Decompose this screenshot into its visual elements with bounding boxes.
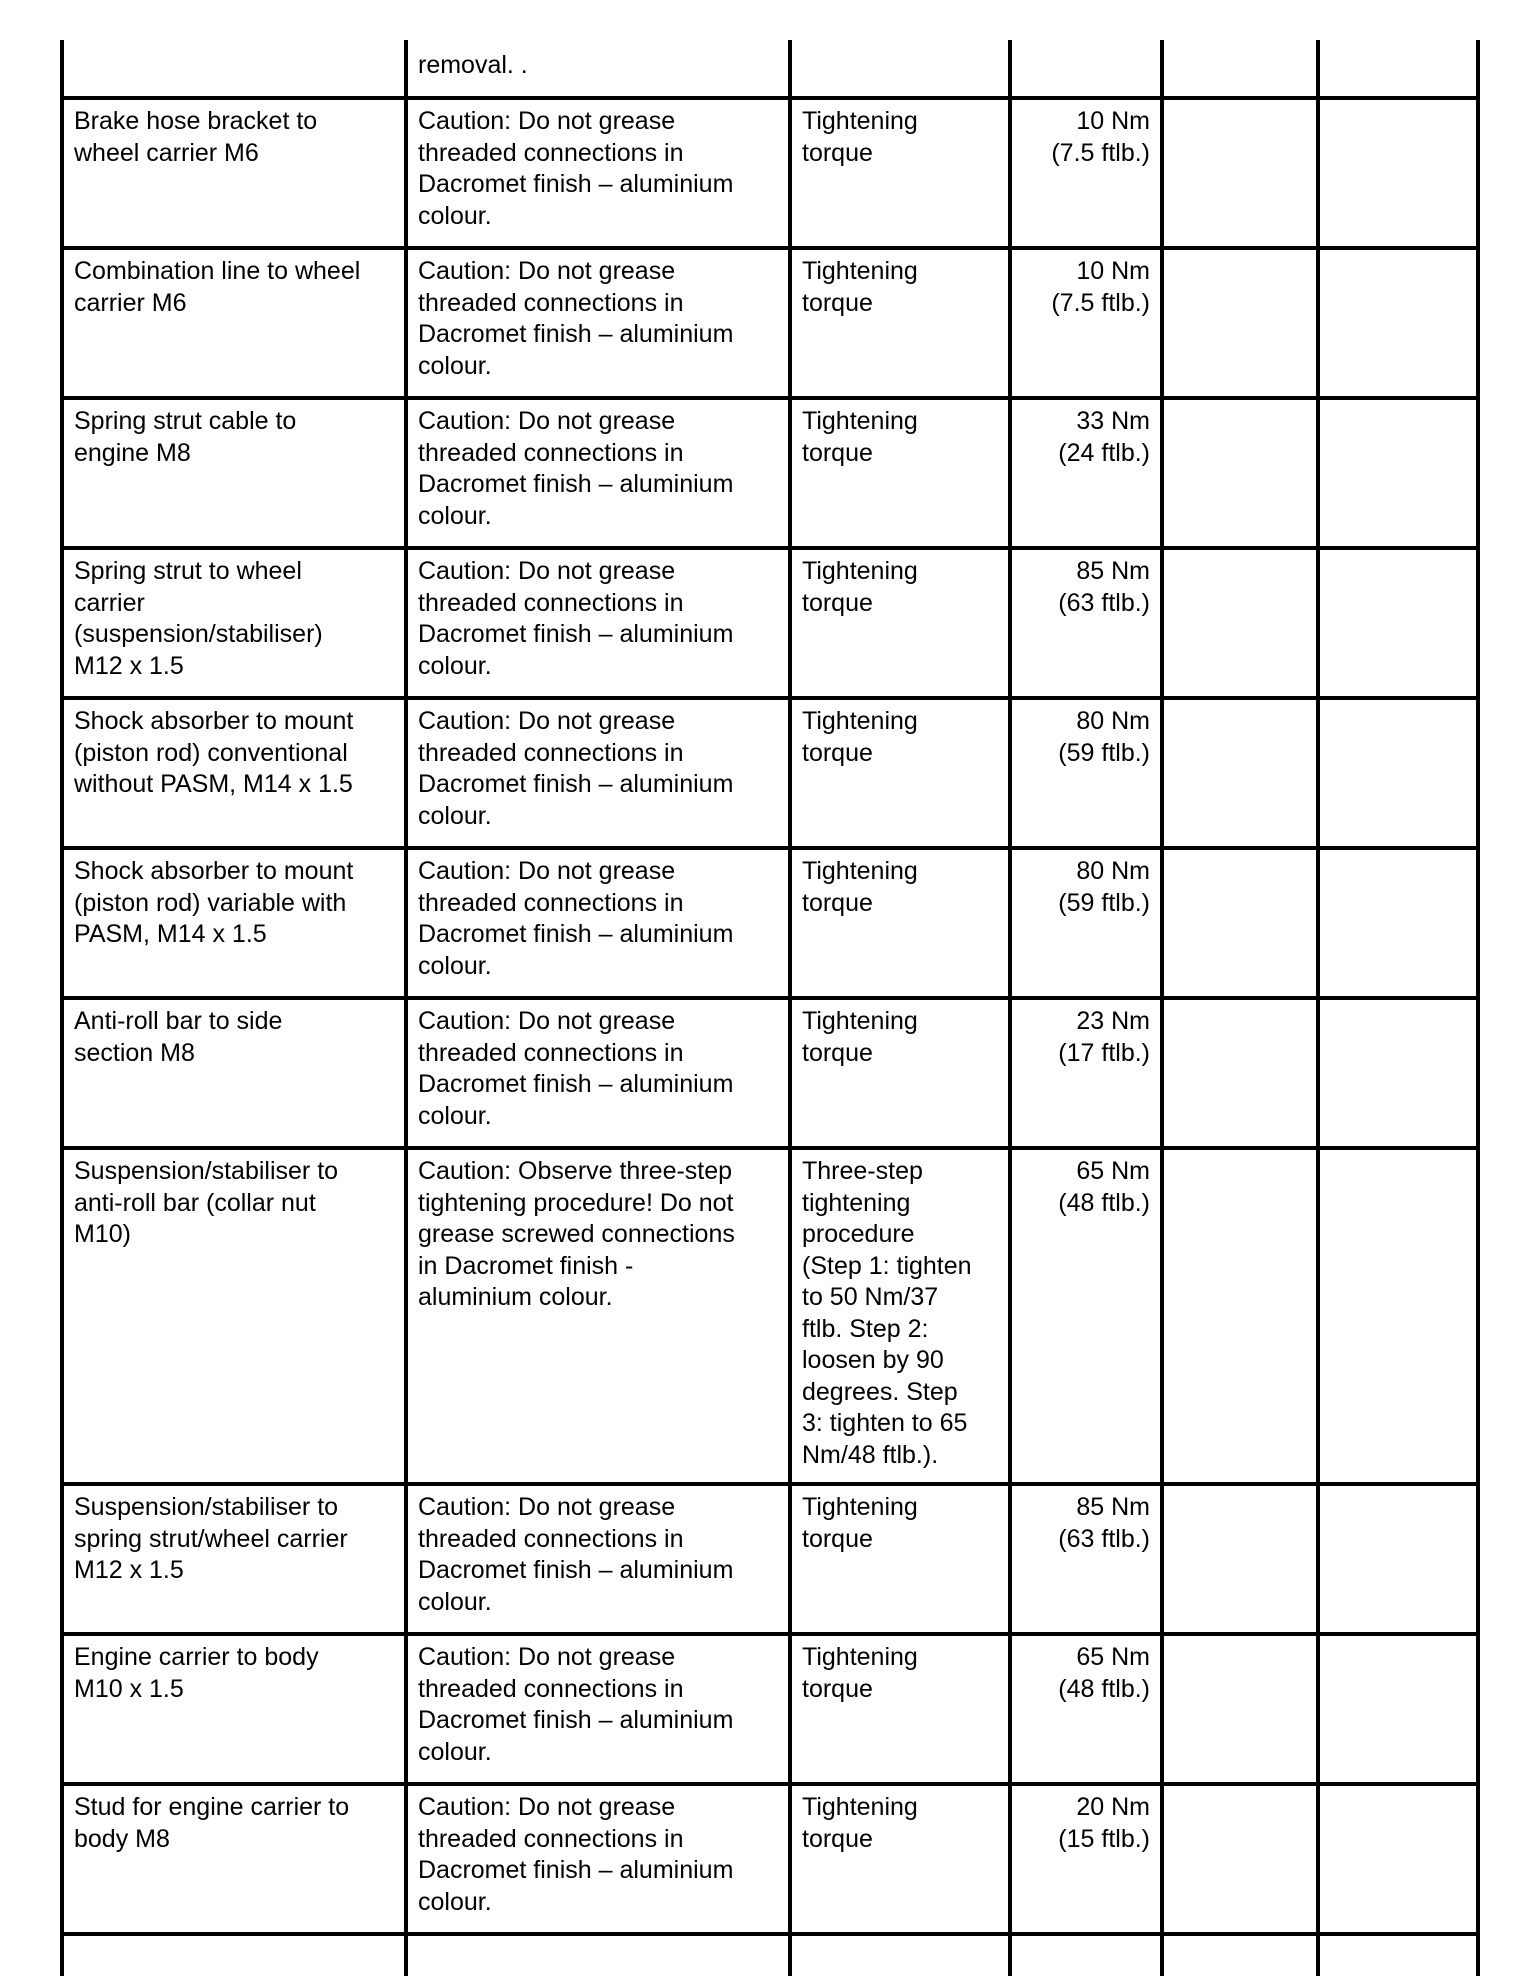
component-cell — [62, 1634, 406, 1784]
note-line: Dacromet finish – aluminium — [418, 1556, 734, 1584]
component-cell — [62, 98, 406, 248]
component-line: (piston rod) variable with — [74, 888, 347, 917]
empty-cell — [1318, 1634, 1478, 1784]
empty-cell — [406, 1934, 790, 1976]
component-cell — [62, 248, 406, 398]
method-line: tightening — [802, 1188, 911, 1217]
empty-cell — [1318, 548, 1478, 698]
component-cell — [62, 998, 406, 1148]
method-cell — [790, 1784, 1010, 1934]
note-line: Caution: Do not grease — [418, 857, 676, 885]
note-line: Dacromet finish – aluminium — [418, 620, 734, 648]
component-cell — [62, 548, 406, 698]
empty-cell — [1318, 1784, 1478, 1934]
component-line: PASM, M14 x 1.5 — [74, 920, 267, 948]
note-cell — [406, 698, 790, 848]
empty-cell — [1162, 698, 1318, 848]
component-line: engine M8 — [74, 438, 191, 467]
method-line: 3: tighten to 65 — [802, 1409, 968, 1437]
note-line: Caution: Observe three-step — [418, 1157, 733, 1185]
value-line: (48 ftlb.) — [1058, 1674, 1150, 1703]
note-line: tightening procedure! Do not — [418, 1188, 734, 1217]
value-cell — [1010, 998, 1162, 1148]
table-row — [62, 98, 1478, 248]
note-line: threaded connections in — [418, 1524, 684, 1553]
value-line: 33 Nm — [1076, 407, 1150, 435]
empty-cell — [790, 1934, 1010, 1976]
empty-cell — [1162, 1784, 1318, 1934]
component-line: Suspension/stabiliser to — [74, 1493, 339, 1521]
note-line: Dacromet finish – aluminium — [418, 920, 734, 948]
component-line: (suspension/stabiliser) — [74, 620, 323, 648]
note-line: removal. . — [418, 51, 528, 79]
component-cell — [62, 1148, 406, 1484]
method-cell — [790, 98, 1010, 248]
component-line: section M8 — [74, 1038, 195, 1067]
empty-cell — [1162, 1934, 1318, 1976]
note-line: Dacromet finish – aluminium — [418, 1856, 734, 1884]
note-line: Caution: Do not grease — [418, 1007, 676, 1035]
continuation-row — [62, 1934, 1478, 1976]
method-cell — [790, 248, 1010, 398]
note-line: threaded connections in — [418, 1674, 684, 1703]
table-row — [62, 1484, 1478, 1634]
note-line: Dacromet finish – aluminium — [418, 1706, 734, 1734]
value-line: (7.5 ftlb.) — [1051, 138, 1150, 167]
empty-cell — [1162, 1148, 1318, 1484]
note-cell — [406, 40, 790, 98]
method-cell — [790, 1634, 1010, 1784]
component-cell — [62, 40, 406, 98]
value-cell — [1010, 1634, 1162, 1784]
component-line: body M8 — [74, 1824, 170, 1853]
component-line: Engine carrier to body — [74, 1643, 319, 1671]
value-line: 23 Nm — [1076, 1007, 1150, 1035]
note-line: colour. — [418, 801, 492, 830]
value-line: 65 Nm — [1076, 1157, 1150, 1185]
method-line: degrees. Step — [802, 1377, 958, 1406]
note-line: Dacromet finish – aluminium — [418, 320, 734, 348]
empty-cell — [1010, 1934, 1162, 1976]
value-line: 85 Nm — [1076, 557, 1150, 585]
value-line: 80 Nm — [1076, 857, 1150, 885]
component-line: Combination line to wheel — [74, 257, 361, 285]
value-line: 85 Nm — [1076, 1493, 1150, 1521]
method-line: to 50 Nm/37 — [802, 1283, 939, 1311]
note-line: Caution: Do not grease — [418, 257, 676, 285]
table-row — [62, 1148, 1478, 1484]
method-line: Tightening — [802, 1493, 918, 1521]
method-cell — [790, 848, 1010, 998]
note-line: Caution: Do not grease — [418, 1493, 676, 1521]
component-line: Shock absorber to mount — [74, 857, 354, 885]
method-line: Tightening — [802, 107, 918, 135]
value-cell — [1010, 98, 1162, 248]
method-cell — [790, 398, 1010, 548]
method-line: torque — [802, 138, 873, 167]
method-line: procedure — [802, 1220, 915, 1248]
table-row — [62, 248, 1478, 398]
table-row — [62, 848, 1478, 998]
empty-cell — [1162, 848, 1318, 998]
table-row — [62, 698, 1478, 848]
note-line: colour. — [418, 501, 492, 530]
note-line: threaded connections in — [418, 588, 684, 617]
component-cell — [62, 698, 406, 848]
component-line: wheel carrier M6 — [74, 138, 259, 167]
table-row — [62, 398, 1478, 548]
value-cell — [1010, 548, 1162, 698]
component-cell — [62, 848, 406, 998]
table-row — [62, 1784, 1478, 1934]
method-cell — [790, 998, 1010, 1148]
method-line: Tightening — [802, 857, 918, 885]
empty-cell — [1162, 398, 1318, 548]
table-row — [62, 548, 1478, 698]
note-line: threaded connections in — [418, 138, 684, 167]
value-line: 65 Nm — [1076, 1643, 1150, 1671]
component-line: M10) — [74, 1220, 131, 1248]
empty-cell — [1318, 698, 1478, 848]
note-cell — [406, 1634, 790, 1784]
method-line: Tightening — [802, 557, 918, 585]
note-line: aluminium colour. — [418, 1283, 613, 1311]
note-line: Dacromet finish – aluminium — [418, 470, 734, 498]
empty-cell — [1318, 248, 1478, 398]
note-cell — [406, 1484, 790, 1634]
value-cell — [1010, 1784, 1162, 1934]
note-cell — [406, 1148, 790, 1484]
method-cell — [790, 548, 1010, 698]
method-line: torque — [802, 1038, 873, 1067]
method-cell — [790, 698, 1010, 848]
method-cell — [790, 1148, 1010, 1484]
empty-cell — [1162, 98, 1318, 248]
component-line: M10 x 1.5 — [74, 1674, 184, 1703]
value-cell — [1010, 698, 1162, 848]
value-cell — [1010, 1484, 1162, 1634]
value-cell — [1010, 1148, 1162, 1484]
value-line: (7.5 ftlb.) — [1051, 288, 1150, 317]
method-line: torque — [802, 588, 873, 617]
method-line: Tightening — [802, 1007, 918, 1035]
note-line: Caution: Do not grease — [418, 557, 676, 585]
note-line: Caution: Do not grease — [418, 707, 676, 735]
method-line: torque — [802, 1824, 873, 1853]
empty-cell — [1318, 40, 1478, 98]
note-line: colour. — [418, 1887, 492, 1916]
note-cell — [406, 848, 790, 998]
component-line: Shock absorber to mount — [74, 707, 354, 735]
method-line: ftlb. Step 2: — [802, 1314, 929, 1343]
method-line: Tightening — [802, 1793, 918, 1821]
method-line: Nm/48 ftlb.). — [802, 1440, 939, 1469]
component-line: carrier — [74, 588, 145, 617]
note-line: Dacromet finish – aluminium — [418, 770, 734, 798]
note-line: colour. — [418, 1737, 492, 1766]
note-cell — [406, 548, 790, 698]
value-cell — [1010, 848, 1162, 998]
value-line: (24 ftlb.) — [1058, 438, 1150, 467]
method-line: loosen by 90 — [802, 1346, 944, 1374]
component-line: anti-roll bar (collar nut — [74, 1188, 316, 1217]
empty-cell — [1318, 398, 1478, 548]
note-line: threaded connections in — [418, 738, 684, 767]
method-cell — [790, 40, 1010, 98]
method-line: torque — [802, 288, 873, 317]
note-line: threaded connections in — [418, 888, 684, 917]
value-line: (63 ftlb.) — [1058, 588, 1150, 617]
note-line: threaded connections in — [418, 288, 684, 317]
value-line: (59 ftlb.) — [1058, 888, 1150, 917]
value-line: 10 Nm — [1076, 107, 1150, 135]
value-line: 10 Nm — [1076, 257, 1150, 285]
method-line: Tightening — [802, 1643, 918, 1671]
torque-spec-table — [60, 40, 1480, 1976]
method-line: (Step 1: tighten — [802, 1251, 972, 1280]
note-line: Dacromet finish – aluminium — [418, 170, 734, 198]
component-cell — [62, 398, 406, 548]
empty-cell — [1162, 548, 1318, 698]
note-cell — [406, 98, 790, 248]
note-line: colour. — [418, 1101, 492, 1130]
method-line: torque — [802, 1674, 873, 1703]
table-row — [62, 1634, 1478, 1784]
component-line: Suspension/stabiliser to — [74, 1157, 339, 1185]
value-line: (15 ftlb.) — [1058, 1824, 1150, 1853]
note-line: colour. — [418, 951, 492, 980]
note-line: threaded connections in — [418, 438, 684, 467]
value-cell — [1010, 398, 1162, 548]
component-line: (piston rod) conventional — [74, 738, 348, 767]
empty-cell — [1162, 248, 1318, 398]
empty-cell — [62, 1934, 406, 1976]
component-line: spring strut/wheel carrier — [74, 1524, 348, 1553]
note-line: Caution: Do not grease — [418, 407, 676, 435]
empty-cell — [1318, 1148, 1478, 1484]
note-line: grease screwed connections — [418, 1220, 735, 1248]
note-cell — [406, 1784, 790, 1934]
value-line: (48 ftlb.) — [1058, 1188, 1150, 1217]
component-cell — [62, 1784, 406, 1934]
note-cell — [406, 248, 790, 398]
value-cell — [1010, 40, 1162, 98]
note-line: Caution: Do not grease — [418, 1643, 676, 1671]
value-line: (59 ftlb.) — [1058, 738, 1150, 767]
component-line: Anti-roll bar to side — [74, 1007, 283, 1035]
method-line: torque — [802, 438, 873, 467]
component-line: without PASM, M14 x 1.5 — [74, 770, 353, 798]
method-line: torque — [802, 888, 873, 917]
empty-cell — [1318, 848, 1478, 998]
note-line: colour. — [418, 351, 492, 380]
value-line: 80 Nm — [1076, 707, 1150, 735]
table-row — [62, 998, 1478, 1148]
component-line: M12 x 1.5 — [74, 1556, 184, 1584]
note-line: in Dacromet finish - — [418, 1251, 634, 1280]
note-line: Caution: Do not grease — [418, 1793, 676, 1821]
value-line: 20 Nm — [1076, 1793, 1150, 1821]
empty-cell — [1162, 998, 1318, 1148]
note-cell — [406, 998, 790, 1148]
method-line: Tightening — [802, 407, 918, 435]
note-line: colour. — [418, 1587, 492, 1616]
method-line: Tightening — [802, 707, 918, 735]
method-cell — [790, 1484, 1010, 1634]
empty-cell — [1162, 1484, 1318, 1634]
value-line: (63 ftlb.) — [1058, 1524, 1150, 1553]
component-line: M12 x 1.5 — [74, 651, 184, 680]
note-line: colour. — [418, 201, 492, 230]
note-line: colour. — [418, 651, 492, 680]
component-cell — [62, 1484, 406, 1634]
value-line: (17 ftlb.) — [1058, 1038, 1150, 1067]
empty-cell — [1318, 1934, 1478, 1976]
note-line: threaded connections in — [418, 1038, 684, 1067]
note-line: Caution: Do not grease — [418, 107, 676, 135]
component-line: Brake hose bracket to — [74, 107, 318, 135]
empty-cell — [1162, 1634, 1318, 1784]
note-line: threaded connections in — [418, 1824, 684, 1853]
method-line: Tightening — [802, 257, 918, 285]
value-cell — [1010, 248, 1162, 398]
note-line: Dacromet finish – aluminium — [418, 1070, 734, 1098]
component-line: Spring strut cable to — [74, 407, 297, 435]
component-line: Stud for engine carrier to — [74, 1793, 350, 1821]
component-line: Spring strut to wheel — [74, 557, 302, 585]
method-line: torque — [802, 738, 873, 767]
table-body — [62, 40, 1478, 1976]
component-line: carrier M6 — [74, 288, 187, 317]
empty-cell — [1318, 1484, 1478, 1634]
continued-row — [62, 40, 1478, 98]
method-line: torque — [802, 1524, 873, 1553]
empty-cell — [1318, 998, 1478, 1148]
empty-cell — [1318, 98, 1478, 248]
note-cell — [406, 398, 790, 548]
empty-cell — [1162, 40, 1318, 98]
method-line: Three-step — [802, 1157, 923, 1185]
